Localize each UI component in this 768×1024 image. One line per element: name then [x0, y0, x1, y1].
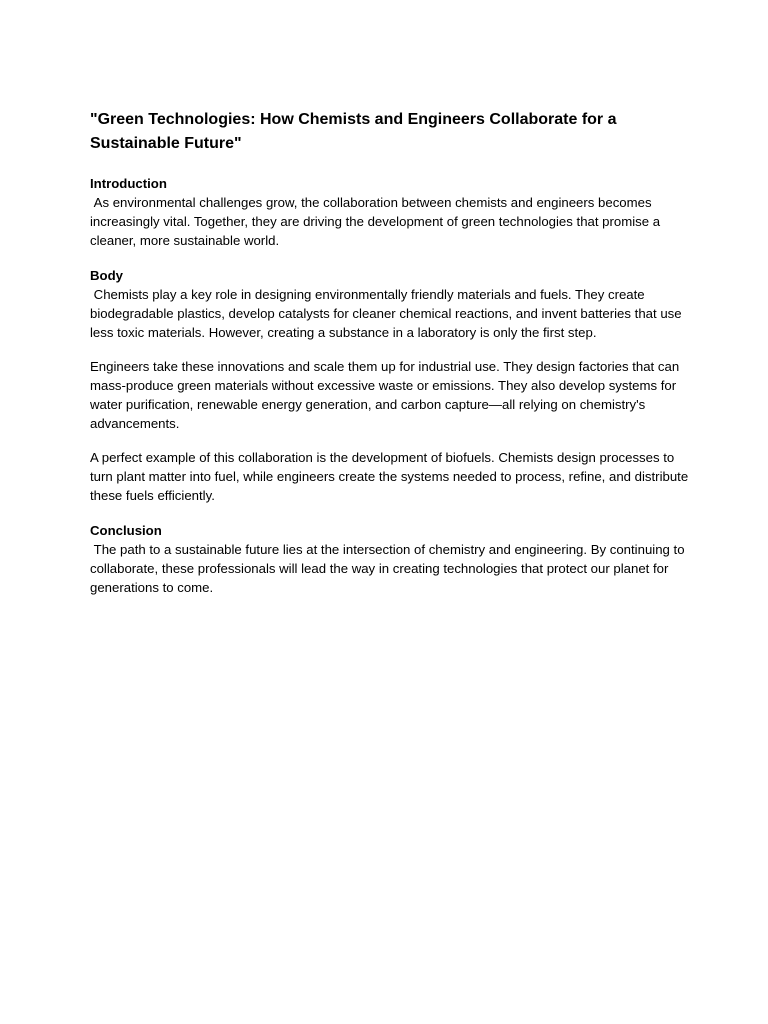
section-heading-conclusion: Conclusion	[90, 523, 162, 538]
body-paragraph-3: A perfect example of this collaboration is the development of biofuels. Chemists design processes to turn plant matter into fuel, while engineers create the systems needed to process, refine, and distribute these fuels efficiently.	[90, 450, 692, 503]
document-page	[90, 108, 690, 597]
section-heading-introduction: Introduction	[90, 176, 167, 191]
section-conclusion	[90, 521, 690, 597]
conclusion-paragraph: The path to a sustainable future lies at the intersection of chemistry and engineering. By continuing to collaborate, these professionals will lead the way in creating technologies that protect our planet for generations to come.	[90, 542, 689, 595]
document-title: "Green Technologies: How Chemists and Engineers Collaborate for a Sustainable Future"	[90, 111, 617, 152]
section-introduction	[90, 174, 690, 250]
section-body	[90, 266, 690, 505]
section-heading-body: Body	[90, 268, 123, 283]
body-paragraph-2: Engineers take these innovations and scale them up for industrial use. They design factories that can mass-produce green materials without excessive waste or emissions. They also develop systems for water purification, renewable energy generation, and carbon capture—all relying on chemistry's advancements.	[90, 359, 683, 431]
introduction-paragraph: As environmental challenges grow, the collaboration between chemists and engineers becomes increasingly vital. Together, they are driving the development of green technologies that promise a cleaner, more sustainable world.	[90, 195, 664, 248]
body-paragraph-1: Chemists play a key role in designing environmentally friendly materials and fuels. They create biodegradable plastics, develop catalysts for cleaner chemical reactions, and invent batteries that use less toxic materials. However, creating a substance in a laboratory is only the first step.	[90, 287, 686, 340]
